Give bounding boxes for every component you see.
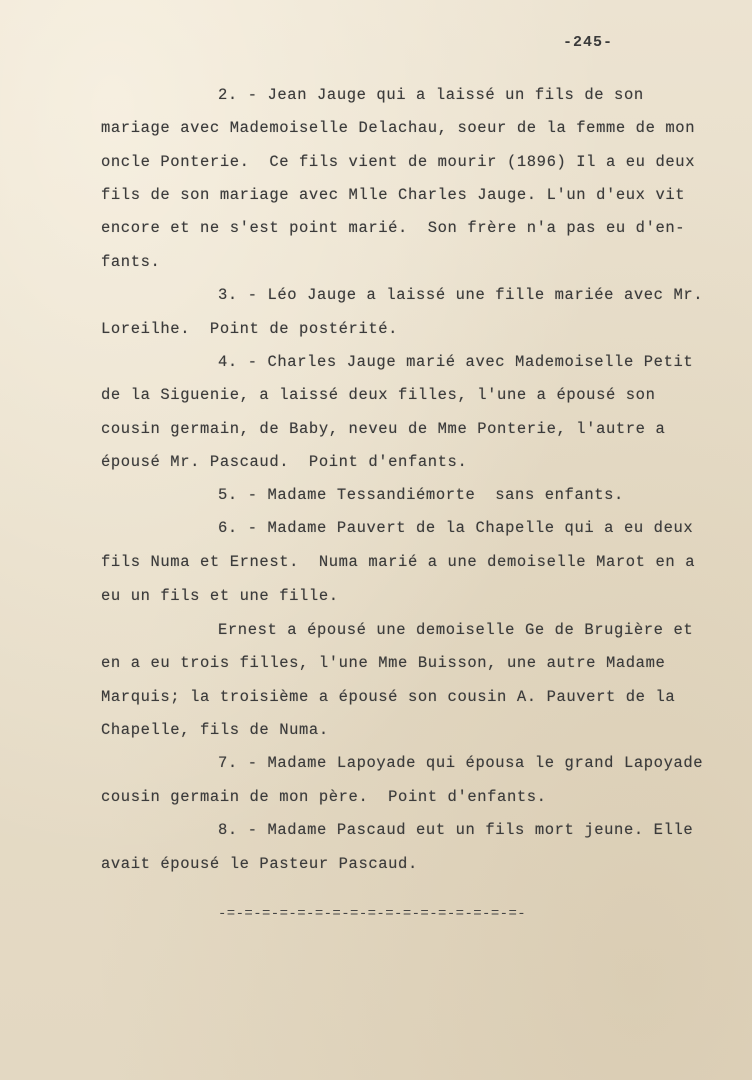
text-line: 5. - Madame Tessandiémorte sans enfants. [218, 486, 624, 504]
text-line: 8. - Madame Pascaud eut un fils mort jeune. Elle [218, 821, 694, 839]
text-line: 6. - Madame Pauvert de la Chapelle qui a eu deux [218, 519, 694, 537]
text-line: 3. - Léo Jauge a laissé une fille mariée avec Mr. [218, 286, 704, 304]
text-line: de la Siguenie, a laissé deux filles, l'une a épousé son [101, 386, 656, 404]
text-line: 4. - Charles Jauge marié avec Mademoiselle Petit [218, 353, 694, 371]
text-line: oncle Ponterie. Ce fils vient de mourir (1896) Il a eu deux [101, 153, 696, 171]
text-line: encore et ne s'est point marié. Son frère n'a pas eu d'en- [101, 219, 686, 237]
page-number: -245- [563, 34, 614, 51]
text-line: Marquis; la troisième a épousé son cousin A. Pauvert de la [101, 688, 676, 706]
text-line: mariage avec Mademoiselle Delachau, soeur de la femme de mon [101, 119, 696, 137]
closing-rule: -=-=-=-=-=-=-=-=-=-=-=-=-=-=-=-=-=- [218, 906, 527, 922]
text-line: cousin germain, de Baby, neveu de Mme Ponterie, l'autre a [101, 420, 666, 438]
text-line: cousin germain de mon père. Point d'enfants. [101, 788, 547, 806]
text-line: épousé Mr. Pascaud. Point d'enfants. [101, 453, 468, 471]
text-line: fils de son mariage avec Mlle Charles Jauge. L'un d'eux vit [101, 186, 686, 204]
text-line: avait épousé le Pasteur Pascaud. [101, 855, 418, 873]
text-line: fils Numa et Ernest. Numa marié a une demoiselle Marot en a [101, 553, 696, 571]
text-line: eu un fils et une fille. [101, 587, 339, 605]
text-line: en a eu trois filles, l'une Mme Buisson, une autre Madame [101, 654, 666, 672]
text-line: Ernest a épousé une demoiselle Ge de Brugière et [218, 621, 694, 639]
text-line: fants. [101, 253, 161, 271]
text-line: 7. - Madame Lapoyade qui épousa le grand Lapoyade [218, 754, 704, 772]
text-line: Chapelle, fils de Numa. [101, 721, 329, 739]
text-line: 2. - Jean Jauge qui a laissé un fils de son [218, 86, 644, 104]
text-line: Loreilhe. Point de postérité. [101, 320, 399, 338]
